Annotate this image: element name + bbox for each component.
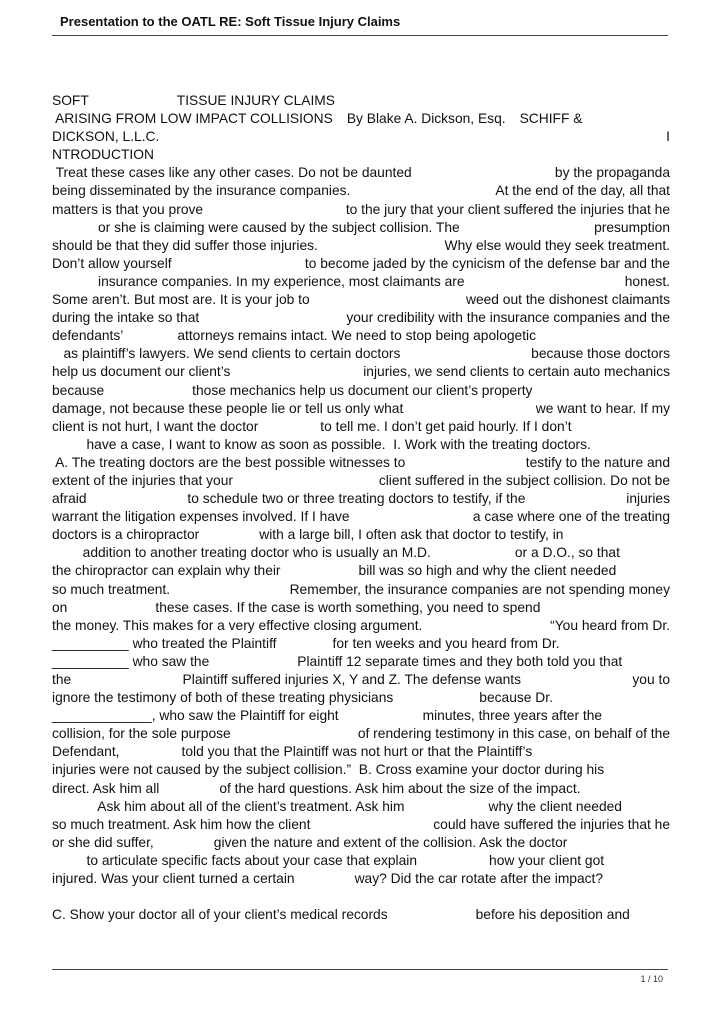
text-line [52, 671, 670, 689]
text-segment: injuries [626, 491, 670, 507]
text-line [52, 635, 670, 653]
text-line [52, 201, 670, 219]
text-segment: Plaintiff suffered injuries X, Y and Z. The defense wants [182, 672, 522, 687]
text-line [52, 599, 670, 617]
text-segment: being disseminated by the insurance companies. [52, 183, 351, 199]
text-segment: __________ who saw the [52, 653, 210, 669]
text-segment: SOFT [52, 93, 89, 108]
text-line [52, 852, 670, 870]
text-segment: “You heard from Dr. [550, 617, 670, 633]
text-segment: your credibility with the insurance companies and the [346, 310, 670, 326]
text-segment: how your client got [489, 852, 605, 868]
text-segment: to schedule two or three treating doctors to testify, if the [187, 491, 526, 507]
text-segment: minutes, three years after the [422, 708, 603, 724]
text-segment: injured. Was your client turned a certain [52, 871, 295, 887]
text-segment: At the end of the day, all that [495, 183, 670, 199]
text-segment: A. The treating doctors are the best possible witnesses to [52, 454, 406, 470]
text-line [52, 906, 670, 924]
text-line [52, 291, 670, 309]
text-segment: on [52, 599, 68, 615]
text-segment: as plaintiff’s lawyers. We send clients to certain doctors [52, 346, 401, 362]
text-segment: attorneys remains intact. We need to stop being apologetic [177, 328, 537, 344]
text-segment: Some aren’t. But most are. It is your job to [52, 292, 310, 308]
text-segment: DICKSON, L.L.C. [52, 129, 160, 145]
text-segment: before his deposition and [475, 907, 630, 923]
text-segment: you to [632, 672, 670, 687]
text-segment: bill was so high and why the client needed [358, 563, 617, 579]
text-line [52, 92, 670, 110]
text-segment: the money. This makes for a very effective closing argument. [52, 617, 423, 633]
text-segment: to become jaded by the cynicism of the defense bar and the [304, 255, 670, 271]
text-segment: given the nature and extent of the collision. Ask the doctor [213, 834, 568, 850]
text-line [52, 508, 670, 526]
text-segment: warrant the litigation expenses involved. If I have [52, 509, 350, 525]
text-segment: direct. Ask him all [52, 780, 160, 796]
text-segment: ignore the testimony of both of these treating physicians [52, 690, 394, 706]
text-line [52, 110, 670, 128]
text-segment: told you that the Plaintiff was not hurt or that the Plaintiff’s [181, 744, 533, 760]
text-line [52, 472, 670, 490]
text-segment: injuries, we send clients to certain auto mechanics [363, 364, 670, 380]
text-segment: those mechanics help us document our client’s property [192, 382, 533, 398]
text-segment: testify to the nature and [525, 454, 670, 470]
text-line [52, 816, 670, 834]
text-segment: so much treatment. Ask him how the client [52, 816, 311, 832]
text-segment: defendants’ [52, 328, 124, 344]
text-segment: or she is claiming were caused by the subject collision. The [52, 219, 460, 235]
text-line [52, 490, 670, 508]
text-line [52, 581, 670, 599]
text-segment: why the client needed [488, 798, 622, 814]
text-segment: afraid [52, 491, 87, 507]
text-line [52, 363, 670, 381]
text-line [52, 255, 670, 273]
text-segment: insurance companies. In my experience, most claimants are [52, 273, 465, 289]
text-segment: NTRODUCTION [52, 147, 154, 163]
text-line [52, 400, 670, 418]
text-line [52, 617, 670, 635]
text-segment: By Blake A. Dickson, Esq. [346, 111, 506, 127]
text-segment: or a D.O., so that [514, 545, 620, 561]
text-segment: a case where one of the treating [472, 509, 670, 525]
text-segment: to tell me. I don’t get paid hourly. If I don’t [320, 418, 572, 434]
text-segment: ARISING FROM LOW IMPACT COLLISIONS [52, 111, 333, 127]
text-segment: we want to hear. If my [535, 400, 670, 416]
text-segment: with a large bill, I often ask that doctor to testify, in [259, 527, 564, 543]
text-segment: _____________, who saw the Plaintiff for eight [52, 708, 339, 724]
text-segment: these cases. If the case is worth something, you need to spend [155, 599, 541, 615]
text-segment: to articulate specific facts about your case that explain [52, 852, 418, 868]
text-line [52, 273, 670, 291]
text-segment: by the propaganda [554, 165, 670, 181]
page-number: 1 / 10 [640, 974, 663, 984]
text-segment: Why else would they seek treatment. [444, 237, 670, 253]
document-body [52, 92, 670, 924]
text-segment: because Dr. [479, 690, 553, 706]
text-segment: because those doctors [531, 346, 670, 362]
text-segment: of the hard questions. Ask him about the size of the impact. [219, 780, 581, 796]
text-line [52, 182, 670, 200]
text-segment: Treat these cases like any other cases. Do not be daunted [52, 165, 412, 181]
text-segment: during the intake so that [52, 310, 200, 326]
text-line [52, 544, 670, 562]
text-line [52, 870, 670, 888]
text-segment: of rendering testimony in this case, on behalf of the [357, 726, 670, 742]
text-line [52, 219, 670, 237]
text-segment: for ten weeks and you heard from Dr. [332, 635, 560, 651]
text-segment: way? Did the car rotate after the impact? [354, 871, 604, 887]
text-segment: damage, not because these people lie or tell us only what [52, 400, 404, 416]
text-segment: client suffered in the subject collision. Do not be [378, 472, 670, 488]
text-line [52, 743, 670, 761]
text-segment: I [666, 129, 670, 145]
text-segment: Don’t allow yourself [52, 255, 172, 271]
text-line [52, 689, 670, 707]
header-divider [52, 35, 668, 36]
text-segment: to the jury that your client suffered the injuries that he [345, 201, 670, 217]
text-segment: the [52, 672, 72, 687]
text-line [52, 164, 670, 182]
text-segment: have a case, I want to know as soon as possible. I. Work with the treating doctors. [52, 436, 591, 452]
text-segment: honest. [624, 273, 670, 289]
text-line [52, 653, 670, 671]
text-segment: collision, for the sole purpose [52, 726, 231, 742]
text-segment: SCHIFF & [519, 111, 583, 127]
text-line [52, 418, 670, 436]
text-line [52, 146, 670, 164]
text-segment: addition to another treating doctor who is usually an M.D. [52, 545, 431, 561]
text-segment: Defendant, [52, 744, 120, 760]
text-segment: presumption [594, 219, 670, 235]
text-line [52, 798, 670, 816]
text-segment: should be that they did suffer those injuries. [52, 237, 318, 253]
text-segment: __________ who treated the Plaintiff [52, 635, 277, 651]
page-header-title: Presentation to the OATL RE: Soft Tissue Injury Claims [60, 14, 401, 29]
text-line [52, 725, 670, 743]
text-segment: the chiropractor can explain why their [52, 563, 281, 579]
text-line [52, 834, 670, 852]
text-line [52, 707, 670, 725]
text-segment: Plaintiff 12 separate times and they both told you that [297, 653, 623, 669]
text-segment: matters is that you prove [52, 201, 204, 217]
text-segment: TISSUE INJURY CLAIMS [176, 93, 335, 108]
text-segment: so much treatment. [52, 581, 171, 597]
text-line [52, 526, 670, 544]
text-line [52, 237, 670, 255]
text-line [52, 454, 670, 472]
text-line [52, 436, 670, 454]
text-line [52, 327, 670, 345]
text-segment: extent of the injuries that your [52, 472, 233, 488]
text-line [52, 780, 670, 798]
text-line [52, 309, 670, 327]
text-segment: or she did suffer, [52, 834, 154, 850]
text-segment: could have suffered the injuries that he [433, 816, 670, 832]
text-line [52, 382, 670, 400]
text-line [52, 128, 670, 146]
text-segment: because [52, 382, 105, 398]
text-line [52, 888, 670, 906]
text-segment: client is not hurt, I want the doctor [52, 418, 259, 434]
text-segment: C. Show your doctor all of your client’s medical records [52, 907, 388, 923]
text-line [52, 562, 670, 580]
text-segment: Remember, the insurance companies are not spending money [289, 581, 670, 597]
text-segment: help us document our client’s [52, 364, 231, 380]
text-line [52, 345, 670, 363]
footer-divider [52, 969, 668, 970]
text-line [52, 761, 670, 779]
text-segment: weed out the dishonest claimants [465, 292, 670, 308]
text-segment: injuries were not caused by the subject collision.” B. Cross examine your doctor during his [52, 762, 605, 778]
text-segment: Ask him about all of the client’s treatment. Ask him [52, 798, 405, 814]
text-segment: doctors is a chiropractor [52, 527, 200, 543]
